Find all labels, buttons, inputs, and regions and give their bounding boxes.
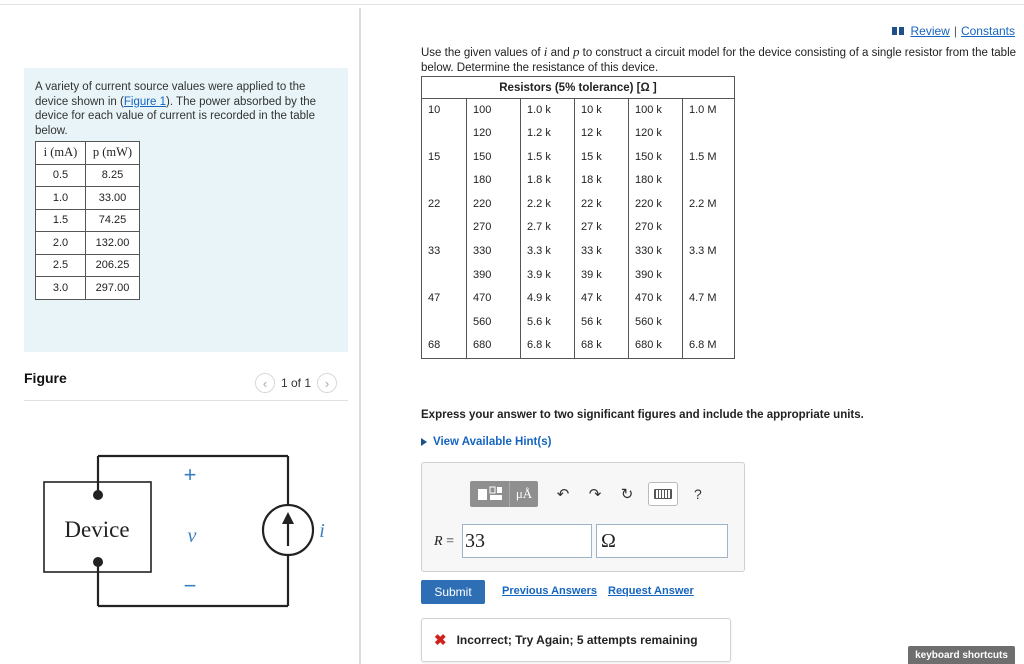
resistor-cell: 47 — [422, 287, 467, 311]
power-cell: 8.25 — [86, 164, 140, 187]
resistor-cell — [683, 216, 735, 240]
resistor-row — [422, 169, 735, 193]
resistor-cell: 220 — [467, 193, 521, 217]
keyboard-icon — [654, 489, 672, 499]
top-rule — [0, 4, 1024, 5]
help-button[interactable]: ? — [694, 486, 702, 502]
power-cell: 33.00 — [86, 187, 140, 210]
resistor-cell: 1.8 k — [521, 169, 575, 193]
instruction-text: to construct a circuit model for the device consisting of a single resistor from the table below. Determine the resistance of this device. — [421, 47, 1017, 74]
current-cell: 0.5 — [36, 164, 86, 187]
resistor-cell: 150 k — [629, 146, 683, 170]
power-cell: 132.00 — [86, 232, 140, 255]
up-arrow-icon — [282, 512, 294, 524]
current-label: i — [319, 520, 325, 542]
resistor-cell: 390 k — [629, 264, 683, 288]
resistor-cell: 3.3 M — [683, 240, 735, 264]
resistor-cell — [683, 169, 735, 193]
instruction-text: Use the given values of — [421, 47, 544, 59]
resistor-cell: 560 — [467, 311, 521, 335]
voltage-label: v — [187, 525, 197, 547]
instruction-text: and — [547, 47, 573, 59]
resistor-cell: 22 k — [575, 193, 629, 217]
problem-statement-panel — [24, 68, 348, 352]
resistor-cell: 4.7 M — [683, 287, 735, 311]
incorrect-x-icon: ✖ — [434, 632, 447, 649]
resistor-table-title: Resistors (5% tolerance) [Ω ] — [422, 77, 735, 99]
resistor-cell: 56 k — [575, 311, 629, 335]
feedback-message: Incorrect; Try Again; 5 attempts remaining — [456, 633, 698, 647]
table-row — [36, 209, 140, 232]
resistor-row — [422, 216, 735, 240]
units-button[interactable]: μÅ — [509, 481, 538, 507]
redo-icon[interactable]: ↷ — [588, 486, 602, 503]
resistor-cell: 33 — [422, 240, 467, 264]
resistor-cell: 2.7 k — [521, 216, 575, 240]
keyboard-shortcuts-button[interactable]: keyboard shortcuts — [908, 646, 1015, 664]
resistor-cell — [683, 264, 735, 288]
resistor-cell: 270 — [467, 216, 521, 240]
resistor-table — [421, 76, 735, 359]
resistor-row — [422, 311, 735, 335]
resistor-cell: 100 k — [629, 99, 683, 123]
table-row — [36, 187, 140, 210]
resistor-cell: 2.2 k — [521, 193, 575, 217]
resistor-cell: 33 k — [575, 240, 629, 264]
unit-input[interactable]: Ω — [596, 524, 728, 558]
resistor-cell — [422, 216, 467, 240]
resistor-cell: 120 — [467, 122, 521, 146]
keyboard-button[interactable] — [648, 482, 678, 506]
current-cell: 2.0 — [36, 232, 86, 255]
templates-icon — [477, 486, 503, 502]
resistor-cell: 470 k — [629, 287, 683, 311]
view-hints-toggle[interactable] — [421, 436, 551, 448]
figure-pager — [255, 373, 337, 393]
resistor-cell: 1.0 M — [683, 99, 735, 123]
review-constants-bar — [892, 24, 1015, 38]
problem-text — [35, 80, 335, 138]
power-cell: 206.25 — [86, 254, 140, 277]
resistor-cell: 150 — [467, 146, 521, 170]
minus-sign: − — [183, 573, 197, 598]
resistor-cell: 1.5 M — [683, 146, 735, 170]
pager-text: 1 of 1 — [281, 376, 312, 390]
resistor-row — [422, 287, 735, 311]
resistor-cell: 5.6 k — [521, 311, 575, 335]
undo-icon[interactable]: ↶ — [556, 486, 570, 503]
table-row — [36, 277, 140, 300]
resistor-cell: 68 — [422, 334, 467, 358]
chevron-left-icon: ‹ — [262, 375, 268, 391]
resistor-cell: 10 k — [575, 99, 629, 123]
resistor-cell: 180 k — [629, 169, 683, 193]
resistor-row — [422, 99, 735, 123]
device-terminal-bottom — [93, 557, 103, 567]
resistor-cell: 22 — [422, 193, 467, 217]
answer-format-instructions: Express your answer to two significant figures and include the appropriate units. — [421, 409, 864, 421]
resistor-cell: 680 — [467, 334, 521, 358]
resistor-cell: 680 k — [629, 334, 683, 358]
resistor-cell: 330 — [467, 240, 521, 264]
resistor-cell — [422, 264, 467, 288]
problem-text-part: A variety of current source values were applied to the device shown in ( — [35, 81, 306, 108]
resistor-cell: 6.8 M — [683, 334, 735, 358]
resistor-cell: 270 k — [629, 216, 683, 240]
resistor-cell: 27 k — [575, 216, 629, 240]
power-cell: 74.25 — [86, 209, 140, 232]
figure-heading: Figure — [24, 370, 67, 386]
problem-text-part: ). The power absorbed by the device for each value of current is recorded in the table below. — [35, 95, 317, 137]
table-header-power: p (mW) — [86, 142, 140, 165]
request-answer-link[interactable]: Request Answer — [608, 585, 694, 597]
resistor-row — [422, 240, 735, 264]
plus-sign: + — [183, 462, 197, 487]
separator: | — [953, 24, 957, 38]
templates-button[interactable] — [470, 481, 509, 507]
resistor-cell: 15 — [422, 146, 467, 170]
resistor-row — [422, 264, 735, 288]
equals-sign: = — [446, 534, 454, 549]
previous-answers-link[interactable]: Previous Answers — [502, 585, 597, 597]
resistor-row — [422, 146, 735, 170]
resistor-cell: 3.9 k — [521, 264, 575, 288]
math-toolbar — [470, 481, 702, 507]
resistor-cell: 1.5 k — [521, 146, 575, 170]
review-link[interactable]: Review — [910, 24, 950, 38]
current-cell: 2.5 — [36, 254, 86, 277]
resistor-cell: 6.8 k — [521, 334, 575, 358]
current-cell: 3.0 — [36, 277, 86, 300]
resistor-cell: 470 — [467, 287, 521, 311]
resistor-cell: 39 k — [575, 264, 629, 288]
resistor-row — [422, 334, 735, 358]
answer-box — [421, 462, 745, 572]
resistor-cell: 330 k — [629, 240, 683, 264]
current-cell: 1.0 — [36, 187, 86, 210]
current-cell: 1.5 — [36, 209, 86, 232]
chevron-right-icon: › — [324, 375, 330, 391]
resistor-cell — [422, 169, 467, 193]
variable-r: R — [434, 534, 443, 549]
triangle-right-icon — [421, 438, 427, 446]
resistor-cell — [422, 311, 467, 335]
resistor-cell: 47 k — [575, 287, 629, 311]
submit-button[interactable]: Submit — [421, 580, 485, 604]
answer-label — [434, 534, 454, 550]
resistor-cell: 1.2 k — [521, 122, 575, 146]
resistor-cell: 3.3 k — [521, 240, 575, 264]
resistor-cell — [422, 122, 467, 146]
device-label: Device — [64, 517, 130, 542]
question-instructions — [421, 45, 1021, 75]
resistor-cell: 560 k — [629, 311, 683, 335]
feedback-banner — [421, 618, 731, 662]
figure-rule — [24, 400, 348, 401]
previous-figure-button[interactable] — [255, 373, 275, 393]
resistor-cell: 4.9 k — [521, 287, 575, 311]
variable-p: p — [572, 44, 580, 59]
resistor-cell — [683, 311, 735, 335]
hints-label: View Available Hint(s) — [433, 436, 552, 448]
constants-link[interactable]: Constants — [960, 24, 1015, 38]
reset-icon[interactable]: ↻ — [620, 486, 634, 503]
book-icon — [892, 27, 904, 35]
current-power-table — [35, 141, 140, 300]
resistor-row — [422, 193, 735, 217]
table-row — [36, 164, 140, 187]
circuit-diagram — [24, 440, 354, 620]
table-row — [36, 232, 140, 255]
power-cell: 297.00 — [86, 277, 140, 300]
resistor-cell: 220 k — [629, 193, 683, 217]
resistor-cell: 18 k — [575, 169, 629, 193]
device-terminal-top — [93, 490, 103, 500]
resistor-cell: 2.2 M — [683, 193, 735, 217]
resistor-cell: 100 — [467, 99, 521, 123]
resistor-cell: 10 — [422, 99, 467, 123]
resistor-cell: 15 k — [575, 146, 629, 170]
resistor-cell: 180 — [467, 169, 521, 193]
next-figure-button[interactable] — [317, 373, 337, 393]
table-header-current: i (mA) — [36, 142, 86, 165]
resistor-cell: 390 — [467, 264, 521, 288]
resistor-cell — [683, 122, 735, 146]
resistor-cell: 1.0 k — [521, 99, 575, 123]
resistor-cell: 68 k — [575, 334, 629, 358]
figure-link[interactable]: Figure 1 — [123, 95, 167, 108]
resistor-cell: 12 k — [575, 122, 629, 146]
variable-i: i — [543, 44, 548, 59]
panel-divider — [359, 8, 361, 664]
resistor-row — [422, 122, 735, 146]
table-row — [36, 254, 140, 277]
resistor-cell: 120 k — [629, 122, 683, 146]
value-input[interactable]: 33 — [462, 524, 592, 558]
